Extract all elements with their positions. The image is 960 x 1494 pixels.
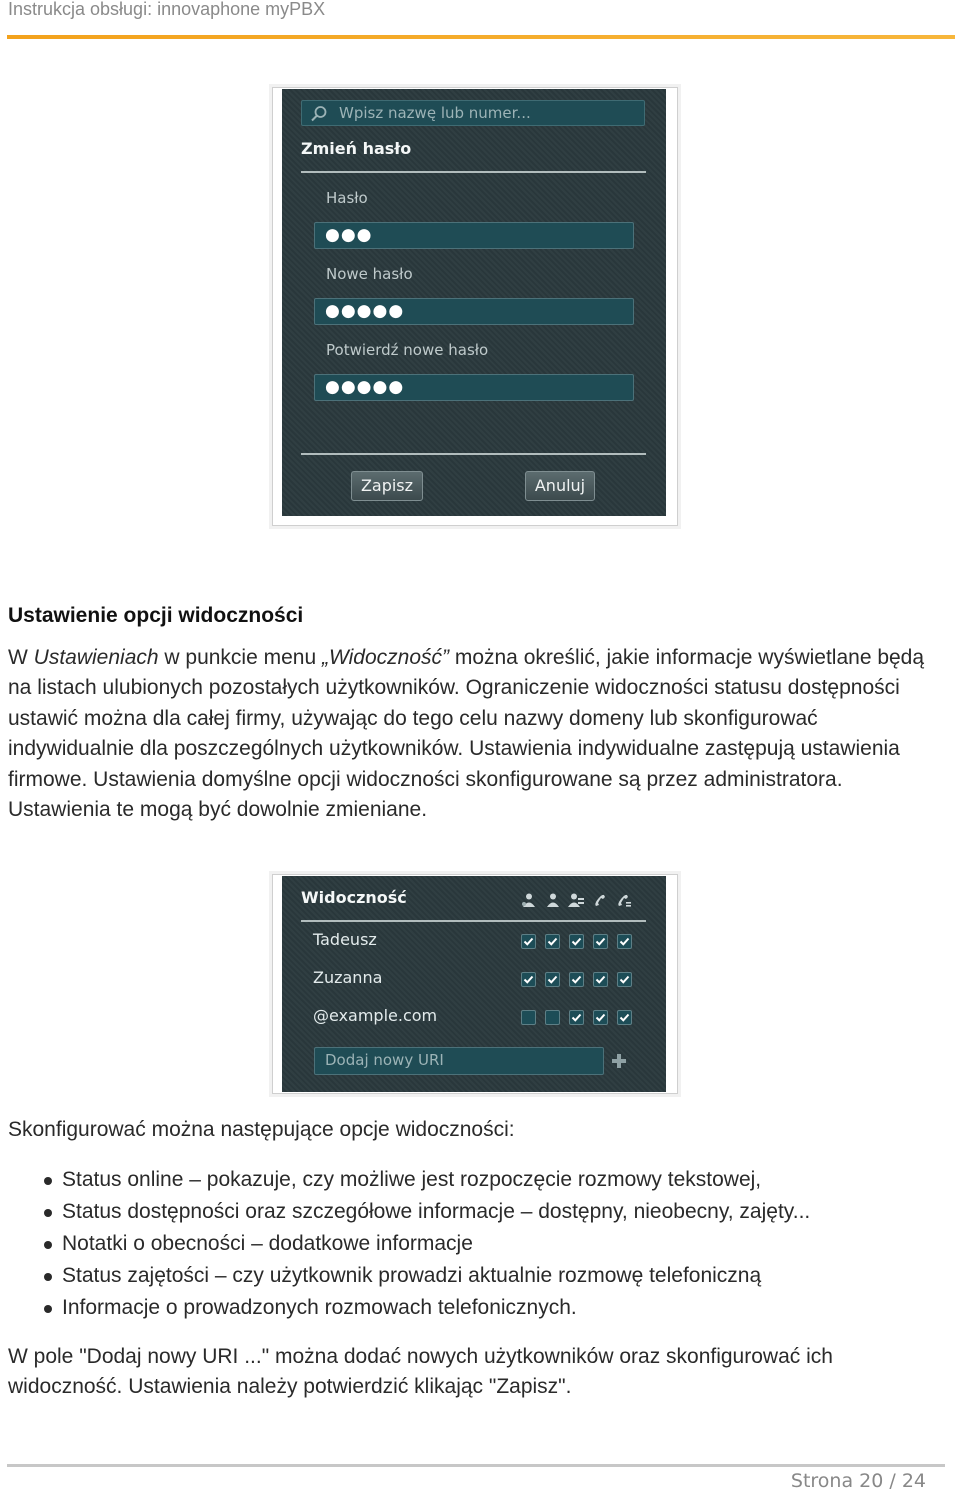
visibility-checkbox[interactable] <box>593 934 608 949</box>
options-intro: Skonfigurować można następujące opcje widoczności: <box>8 1118 515 1141</box>
visibility-checkbox[interactable] <box>593 972 608 987</box>
list-item: Status dostępności oraz szczegółowe informacje – dostępny, nieobecny, zajęty... <box>44 1196 810 1228</box>
person-presence-icon <box>545 892 561 908</box>
save-button[interactable]: Zapisz <box>351 471 423 501</box>
check-icon <box>595 974 606 985</box>
list-item: Status zajętości – czy użytkownik prowadzi aktualnie rozmowę telefoniczną <box>44 1260 810 1292</box>
visibility-checkbox[interactable] <box>617 934 632 949</box>
phone-calls-icon <box>616 892 632 908</box>
new-password-field[interactable] <box>314 298 634 325</box>
password-dialog <box>282 89 666 516</box>
visibility-checkbox[interactable] <box>521 972 536 987</box>
visibility-checkbox[interactable] <box>593 1010 608 1025</box>
visibility-checkbox[interactable] <box>521 934 536 949</box>
visibility-panel <box>282 876 666 1092</box>
list-item: Informacje o prowadzonych rozmowach telefonicznych. <box>44 1292 810 1324</box>
search-icon <box>310 105 328 123</box>
add-uri-input[interactable] <box>314 1047 604 1075</box>
header-divider <box>7 35 955 39</box>
check-icon <box>571 1012 582 1023</box>
person-note-icon <box>568 892 584 908</box>
visibility-checkbox[interactable] <box>545 972 560 987</box>
check-icon <box>619 936 630 947</box>
dialog-title: Zmień hasło <box>301 139 412 158</box>
check-icon <box>523 936 534 947</box>
visibility-row-name: Tadeusz <box>313 930 377 949</box>
visibility-row-name: Zuzanna <box>313 968 383 987</box>
visibility-checkbox[interactable] <box>569 972 584 987</box>
cancel-button[interactable]: Anuluj <box>525 471 595 501</box>
confirm-password-field[interactable] <box>314 374 634 401</box>
search-placeholder: Wpisz nazwę lub numer... <box>339 104 531 122</box>
check-icon <box>523 974 534 985</box>
check-icon <box>595 1012 606 1023</box>
plus-icon[interactable] <box>611 1053 627 1069</box>
section-heading: Ustawienie opcji widoczności <box>8 604 304 627</box>
check-icon <box>595 936 606 947</box>
new-password-label: Nowe hasło <box>326 265 413 283</box>
list-item: Notatki o obecności – dodatkowe informacje <box>44 1228 810 1260</box>
options-list <box>44 1164 810 1324</box>
dialog-bottom-divider <box>301 453 646 455</box>
check-icon <box>547 936 558 947</box>
phone-busy-icon <box>592 892 608 908</box>
section-paragraph: W Ustawieniach w punkcie menu „Widoczność” można określić, jakie informacje wyświetlane będą na listach ulubionych pozostałych użytkowników. Ograniczenie widoczności statusu dostępności ustawić można dla całej firmy, używając do tego celu nazwy domeny lub skonfigurować indywidualnie dla poszczególnych użytkowników. Ustawienia indywidualne zastępują ustawienia firmowe. Ustawienia domyślne opcji widoczności skonfigurowane są przez administratora. Ustawienia te mogą być dowolnie zmieniane. <box>8 646 925 822</box>
confirm-password-label: Potwierdź nowe hasło <box>326 341 489 359</box>
check-icon <box>547 974 558 985</box>
visibility-checkbox[interactable] <box>617 972 632 987</box>
visibility-checkbox[interactable] <box>545 1010 560 1025</box>
check-icon <box>619 1012 630 1023</box>
check-icon <box>571 936 582 947</box>
page-header-title: Instrukcja obsługi: innovaphone myPBX <box>8 0 326 19</box>
password-value: ●●● <box>325 225 373 245</box>
check-icon <box>571 974 582 985</box>
visibility-checkbox[interactable] <box>617 1010 632 1025</box>
visibility-divider <box>301 920 646 922</box>
visibility-row-name: @example.com <box>313 1006 438 1025</box>
list-item: Status online – pokazuje, czy możliwe jest rozpoczęcie rozmowy tekstowej, <box>44 1164 810 1196</box>
visibility-checkbox[interactable] <box>545 934 560 949</box>
check-icon <box>619 974 630 985</box>
confirm-password-value: ●●●●● <box>325 377 405 397</box>
add-uri-placeholder: Dodaj nowy URI <box>325 1051 444 1069</box>
visibility-checkbox[interactable] <box>569 934 584 949</box>
footer-divider <box>7 1464 945 1467</box>
visibility-checkbox[interactable] <box>569 1010 584 1025</box>
visibility-checkbox[interactable] <box>521 1010 536 1025</box>
password-label: Hasło <box>326 189 368 207</box>
person-online-icon <box>521 892 537 908</box>
new-password-value: ●●●●● <box>325 301 405 321</box>
dialog-divider <box>301 171 646 173</box>
password-field[interactable] <box>314 222 634 249</box>
page-number: Strona 20 / 24 <box>790 1470 926 1492</box>
visibility-title: Widoczność <box>301 888 407 907</box>
closing-paragraph: W pole "Dodaj nowy URI ..." można dodać nowych użytkowników oraz skonfigurować ich widoczność. Ustawienia należy potwierdzić klikając "Zapisz". <box>8 1345 833 1399</box>
search-input[interactable] <box>301 100 645 126</box>
